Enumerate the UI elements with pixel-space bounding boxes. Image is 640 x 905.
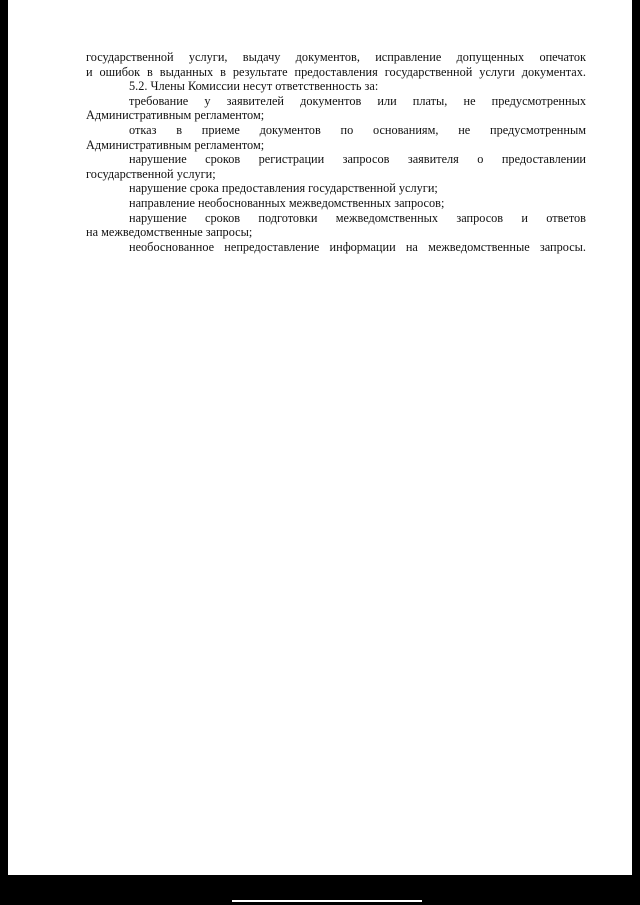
text-line: нарушение сроков регистрации запросов заявителя о предоставлении: [129, 152, 586, 167]
text-line: нарушение сроков подготовки межведомственных запросов и ответов: [129, 210, 586, 225]
text-line: отказ в приеме документов по основаниям, не предусмотренным: [129, 122, 586, 137]
text-line: необоснованное непредоставление информации на межведомственные запросы.: [129, 239, 586, 254]
section-heading: 5.2. Члены Комиссии несут ответственность за:: [129, 79, 379, 94]
document-body: [86, 50, 586, 254]
text-line: государственной услуги, выдачу документов, исправление допущенных опечаток: [86, 50, 586, 64]
text-line: направление необоснованных межведомственных запросов;: [129, 195, 445, 210]
text-line: государственной услуги;: [86, 166, 216, 181]
text-line: и ошибок в выданных в результате предоставления государственной услуги документах.: [86, 64, 586, 79]
text-line: требование у заявителей документов или платы, не предусмотренных: [129, 93, 586, 108]
document-page: [8, 0, 632, 875]
text-line: на межведомственные запросы;: [86, 225, 253, 240]
text-line: нарушение срока предоставления государственной услуги;: [129, 181, 438, 196]
scan-edge-mark: [232, 900, 422, 902]
text-line: Административным регламентом;: [86, 108, 265, 123]
text-line: Административным регламентом;: [86, 137, 265, 152]
